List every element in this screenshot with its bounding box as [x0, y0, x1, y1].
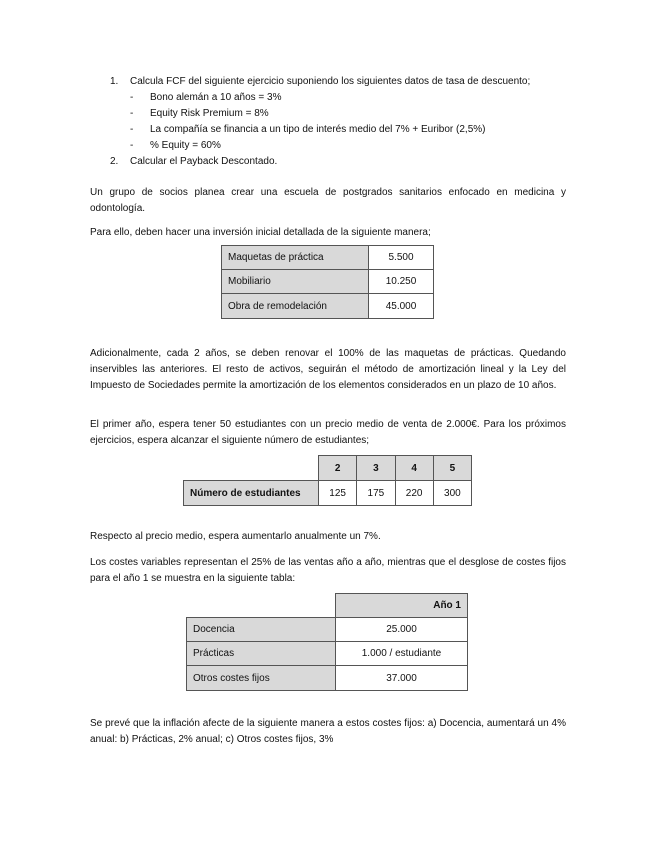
year-header: Año 1	[336, 594, 468, 618]
dash-bullet: -	[130, 92, 134, 103]
year-header: 5	[433, 456, 471, 481]
paragraph-inflation: Se prevé que la inflación afecte de la siguiente manera a estos costes fijos: a) Docencia, aumentará un 4% anual: b) Prácticas, 2% anual; c) Otros costes fijos, 3%	[90, 718, 566, 745]
students-table	[183, 455, 472, 506]
sublist-item-text: % Equity = 60%	[150, 140, 221, 151]
fixed-costs-table	[186, 593, 468, 691]
discount-rate-sublist	[130, 90, 570, 154]
sublist-item	[130, 122, 570, 138]
student-count: 220	[395, 481, 433, 506]
student-count: 175	[357, 481, 395, 506]
table-row	[187, 618, 468, 642]
student-count: 125	[319, 481, 357, 506]
table-cell-label: Otros costes fijos	[187, 666, 336, 691]
paragraph-amortization: Adicionalmente, cada 2 años, se deben renovar el 100% de las maquetas de prácticas. Quedando inservibles las anteriores. El resto de activos, seguirán el método de amortización lineal y la Ley del Impuesto de Sociedades permite la amortización de los elementos considerados en un plazo de 10 años.	[90, 348, 566, 391]
dash-bullet: -	[130, 140, 134, 151]
paragraph-costs: Los costes variables representan el 25% de las ventas año a año, mientras que el desglose de costes fijos para el año 1 se muestra en la siguiente tabla:	[90, 557, 566, 584]
sublist-item-text: La compañía se financia a un tipo de interés medio del 7% + Euribor (2,5%)	[150, 124, 486, 135]
list-number: 2.	[110, 156, 119, 167]
row-label: Número de estudiantes	[184, 481, 319, 506]
list-item-text: Calcula FCF del siguiente ejercicio suponiendo los siguientes datos de tasa de descuento;	[130, 76, 531, 87]
list-item	[90, 74, 570, 154]
sublist-item	[130, 106, 570, 122]
year-header: 3	[357, 456, 395, 481]
dash-bullet: -	[130, 124, 134, 135]
paragraph-students: El primer año, espera tener 50 estudiantes con un precio medio de venta de 2.000€. Para los próximos ejercicios, espera alcanzar el siguiente número de estudiantes;	[90, 419, 566, 446]
empty-header-cell	[187, 594, 336, 618]
table-cell-value: 1.000 / estudiante	[336, 642, 468, 666]
paragraph-intro: Un grupo de socios planea crear una escuela de postgrados sanitarios enfocado en medicina y odontología.	[90, 187, 566, 214]
sublist-item-text: Equity Risk Premium = 8%	[150, 108, 269, 119]
investment-table	[221, 245, 434, 319]
list-number: 1.	[110, 76, 119, 87]
table-cell-value: 5.500	[369, 246, 434, 270]
table-row	[222, 246, 434, 270]
table-cell-value: 37.000	[336, 666, 468, 691]
list-item	[90, 154, 570, 170]
table-row	[222, 294, 434, 319]
table-row	[222, 270, 434, 294]
year-header: 2	[319, 456, 357, 481]
table-cell-label: Maquetas de práctica	[222, 246, 369, 270]
table-cell-value: 25.000	[336, 618, 468, 642]
paragraph-price: Respecto al precio medio, espera aumentarlo anualmente un 7%.	[90, 531, 381, 542]
table-cell-label: Docencia	[187, 618, 336, 642]
empty-header-cell	[184, 456, 319, 481]
table-cell-label: Prácticas	[187, 642, 336, 666]
table-header-row	[184, 456, 472, 481]
table-row	[184, 481, 472, 506]
dash-bullet: -	[130, 108, 134, 119]
table-cell-value: 45.000	[369, 294, 434, 319]
table-row	[187, 666, 468, 691]
table-cell-value: 10.250	[369, 270, 434, 294]
sublist-item	[130, 90, 570, 106]
student-count: 300	[433, 481, 471, 506]
year-header: 4	[395, 456, 433, 481]
table-cell-label: Obra de remodelación	[222, 294, 369, 319]
table-row	[187, 642, 468, 666]
list-item-text: Calcular el Payback Descontado.	[130, 156, 278, 167]
table-cell-label: Mobiliario	[222, 270, 369, 294]
exercise-list	[90, 74, 570, 170]
table-header-row	[187, 594, 468, 618]
paragraph-investment: Para ello, deben hacer una inversión inicial detallada de la siguiente manera;	[90, 227, 431, 238]
sublist-item-text: Bono alemán a 10 años = 3%	[150, 92, 282, 103]
sublist-item	[130, 138, 570, 154]
